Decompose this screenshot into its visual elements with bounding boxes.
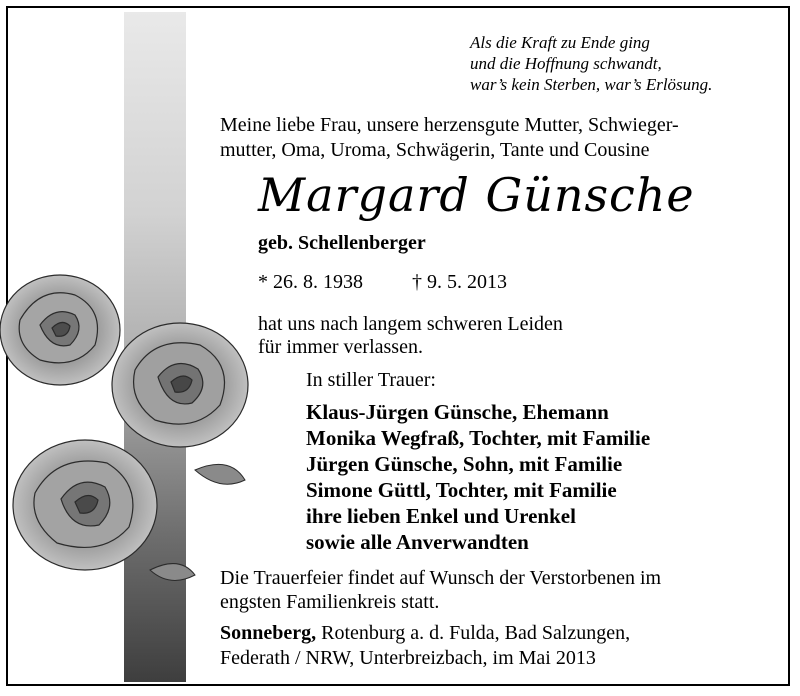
place-line-1 (220, 621, 755, 646)
motto-line: Als die Kraft zu Ende ging (470, 33, 650, 52)
motto-line: war’s kein Sterben, war’s Erlösung. (470, 75, 713, 94)
death-date: † 9. 5. 2013 (412, 271, 507, 293)
mourner-item: Jürgen Günsche, Sohn, mit Familie (306, 452, 623, 476)
deceased-name: Margard Günsche (258, 168, 695, 222)
place-date (220, 621, 755, 671)
leaf-icon (195, 464, 245, 484)
mourner-item: Simone Güttl, Tochter, mit Familie (306, 478, 617, 502)
intro-line: mutter, Oma, Uroma, Schwägerin, Tante und Cousine (220, 139, 650, 161)
places-list: Rotenburg a. d. Fulda, Bad Salzungen, (321, 622, 631, 644)
leaf-icon (150, 564, 195, 581)
intro-line: Meine liebe Frau, unsere herzensgute Mutter, Schwieger- (220, 114, 679, 136)
mourner-item: ihre lieben Enkel und Urenkel (306, 504, 576, 528)
intro-text (220, 113, 755, 163)
ceremony-line: Die Trauerfeier findet auf Wunsch der Verstorbenen im (220, 567, 662, 589)
mourner-item: Klaus-Jürgen Günsche, Ehemann (306, 400, 609, 424)
passing-text (258, 313, 563, 359)
rose-icon (13, 440, 157, 570)
mourner-item: sowie alle Anverwandten (306, 530, 529, 554)
ceremony-line: engsten Familienkreis statt. (220, 591, 440, 613)
birth-date: * 26. 8. 1938 (258, 271, 363, 293)
life-dates (258, 271, 507, 294)
rose-icon (0, 275, 120, 385)
ceremony-notice (220, 566, 755, 614)
passing-line: hat uns nach langem schweren Leiden (258, 313, 563, 335)
passing-line: für immer verlassen. (258, 336, 423, 358)
roses-image (0, 270, 260, 600)
motto-line: und die Hoffnung schwandt, (470, 54, 662, 73)
rose-icon (112, 323, 248, 447)
motto (470, 32, 750, 95)
mourners-list (306, 399, 650, 555)
mourning-lead: In stiller Trauer: (306, 369, 436, 391)
place-line-2: Federath / NRW, Unterbreizbach, im Mai 2013 (220, 647, 596, 669)
city-name: Sonneberg, (220, 622, 317, 644)
mourner-item: Monika Wegfraß, Tochter, mit Familie (306, 426, 651, 450)
birth-name: geb. Schellenberger (258, 232, 426, 254)
